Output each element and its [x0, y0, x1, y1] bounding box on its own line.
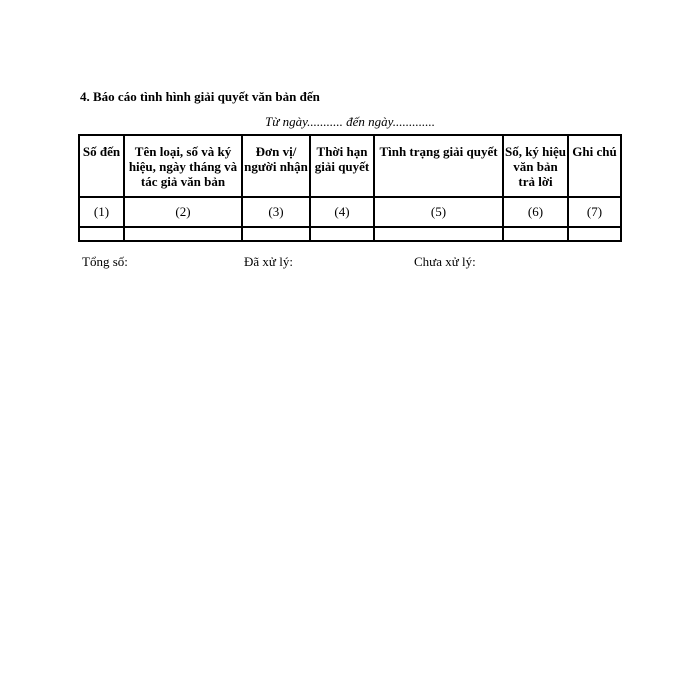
empty-cell: [79, 227, 124, 241]
header-don-vi: Đơn vị/ người nhận: [242, 135, 310, 197]
empty-cell: [568, 227, 621, 241]
empty-cell: [503, 227, 568, 241]
table-header-row: [79, 135, 621, 197]
empty-cell: [124, 227, 242, 241]
date-range-line: Từ ngày........... đến ngày.............: [265, 114, 435, 129]
empty-cell: [374, 227, 503, 241]
column-number: (2): [124, 197, 242, 227]
header-ghi-chu: Ghi chú: [568, 135, 621, 197]
total-label: Tổng số:: [82, 254, 128, 269]
section-heading: 4. Báo cáo tình hình giải quyết văn bản đến: [80, 89, 320, 104]
header-so-den: Số đến: [79, 135, 124, 197]
column-number: (7): [568, 197, 621, 227]
header-thoi-han: Thời hạn giải quyết: [310, 135, 374, 197]
column-number: (5): [374, 197, 503, 227]
header-so-ky-hieu: Số, ký hiệu văn bản trả lời: [503, 135, 568, 197]
column-number: (3): [242, 197, 310, 227]
processed-label: Đã xử lý:: [244, 254, 293, 269]
empty-data-row: [79, 227, 621, 241]
unprocessed-label: Chưa xử lý:: [414, 254, 476, 269]
incoming-documents-report-table: [78, 134, 622, 242]
empty-cell: [310, 227, 374, 241]
column-number-row: [79, 197, 621, 227]
column-number: (4): [310, 197, 374, 227]
empty-cell: [242, 227, 310, 241]
column-number: (6): [503, 197, 568, 227]
header-tinh-trang: Tình trạng giải quyết: [374, 135, 503, 197]
column-number: (1): [79, 197, 124, 227]
header-ten-loai: Tên loại, số và ký hiệu, ngày tháng và tác giả văn bản: [124, 135, 242, 197]
